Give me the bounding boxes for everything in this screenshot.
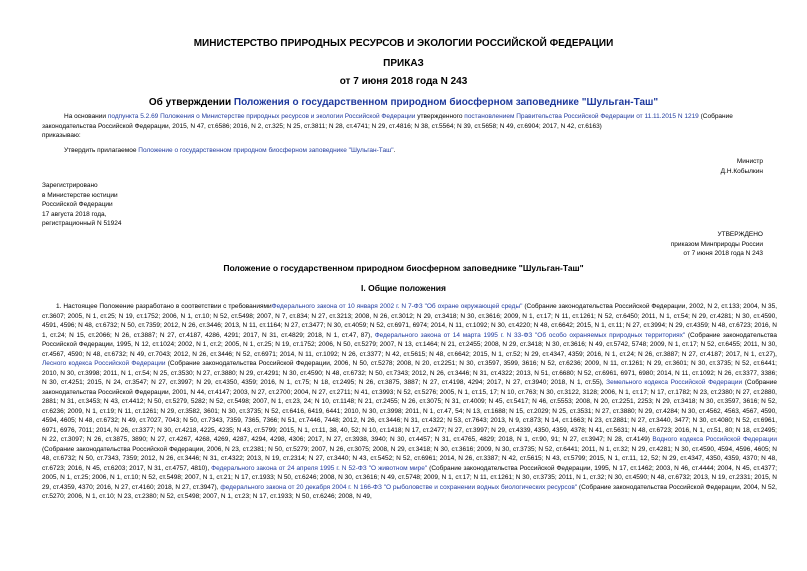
appendix-title: Положение о государственном природном биосферном заповеднике "Шульган-Таш" bbox=[223, 263, 584, 273]
approve-text-1: Утвердить прилагаемое bbox=[64, 147, 139, 154]
registration-line: регистрационный N 51924 bbox=[42, 220, 122, 227]
section-heading: I. Общие положения bbox=[361, 283, 446, 293]
approved-line: от 7 июня 2018 года N 243 bbox=[683, 250, 763, 257]
registration-block bbox=[42, 181, 122, 229]
basis-link-regulation[interactable]: подпункта 5.2.69 Положения о Министерстве природных ресурсов и экологии Российской Федерации bbox=[107, 113, 416, 120]
para-text: (Собрание законодательства Российской Федерации, 1995, N 17, ст.1462; 2003, N 46, ст.4444; 2004, N 45, ст.4377; 2005, N 1, ст.25; 2006, N 1, ст.10; N 52, ст.5498; 2007, N 1, ст.21; N 17, ст.1933; N 50, ст.6246; 2008, N 30, ст.3616; N 49, ст.5748; 2009, N 1, ст.17; N 11, ст.1261; N 30, ст.3735; 2011, N 1, ст.32; N 30, ст.4590; N 48, ст.6732; 2013, N 19, ст.2331; 2015, N 29, ст.4359, 4370; 2016, N 27, ст.4160; 2018, N 27, ст.3947), bbox=[42, 464, 777, 491]
approved-line: УТВЕРЖДЕНО bbox=[717, 231, 763, 238]
basis-text-2: утвержденного bbox=[415, 113, 465, 120]
link-land-code[interactable]: Земельного кодекса Российской Федерации bbox=[606, 379, 743, 386]
link-law-fishery[interactable]: федерального закона от 20 декабря 2004 г. N 166-ФЗ "О рыболовстве и сохранении водных биологических ресурсов" bbox=[220, 483, 578, 491]
para-text: (Собрание законодательства Российской Федерации, 2006, N 23, ст.2381; N 50, ст.5279; 2007, N 26, ст.3075; 2008, N 29, ст.3418; N 30, ст.3616; 2009, N 30, ст.3735; N 52, ст.6441; 2011, N 1, ст.32; N 29, ст.4281; N 30, ст.4590, 4594, 4596, 4605; N 48, ст.6732; N 50, ст.7343, 7359; 2012, N 26, ст.3446; N 31, ст.4322; 2013, N 19, ст.2314; N 27, ст.3440; N 43, ст.5452; N 52, ст.6961; 2014, N 26, ст.3387; N 42, ст.5615; N 43, ст.5799; 2015, N 1, ст.11, 12, 52; N 29, ст.4347, 4350, 4359, 4370; N 48, ст.6723; 2016, N 45, ст.6203; 2017, N 31, ст.4757, 4810), bbox=[42, 445, 777, 472]
doc-title-link[interactable]: Положения о государственном природном биосферном заповеднике "Шульган-Таш" bbox=[233, 97, 659, 108]
registration-line: 17 августа 2018 года, bbox=[42, 210, 107, 218]
link-law-environment[interactable]: Федерального закона от 10 января 2002 г. N 7-ФЗ "Об охране окружающей среды" bbox=[271, 303, 523, 310]
basis-text-3: (Собрание законодательства Российской Федерации, 2015, N 47, ст.6586; 2016, N 2, ст.325; N 25, ст.3811; N 28, ст.4741; N 29, ст.4816; N 38, ст.5564; N 39, ст.5658; N 49, ст.6904; 2017, N 42, ст.6163) bbox=[42, 113, 733, 130]
doc-title-prefix: Об утверждении bbox=[148, 97, 234, 108]
basis-text-1: На основании bbox=[64, 113, 108, 120]
doc-date-number: от 7 июня 2018 года N 243 bbox=[339, 76, 468, 87]
approved-line: приказом Минприроды России bbox=[670, 240, 763, 248]
basis-link-decree[interactable]: постановлением Правительства Российской Федерации от 11.11.2015 N 1219 bbox=[464, 113, 699, 120]
paragraph-1 bbox=[42, 302, 777, 567]
link-water-code[interactable]: Водного кодекса Российской Федерации bbox=[652, 436, 777, 443]
registration-line: Российской Федерации bbox=[42, 201, 113, 208]
basis-order-word: приказываю: bbox=[42, 132, 81, 139]
link-law-animal-world[interactable]: Федерального закона от 24 апреля 1995 г. N 52-ФЗ "О животном мире" bbox=[211, 464, 428, 472]
para-text: (Собрание законодательства Российской Федерации, 2002, N 2, ст.133; 2004, N 35, ст.3607; 2005, N 1, ст.25; N 19, ст.1752; 2006, N 1, ст.10; N 52, ст.5498; 2007, N 7, ст.834; N 27, ст.3213; 2008, N 26, ст.3012; N 29, ст.3418; N 30, ст.3616; 2009, N 1, ст.17; N 11, ст.1261; N 52, ст.6450; 2011, N 1, ст.54; N 29, ст.4281; N 30, ст.4590, 4591, 4596; N 48, ст.6732; N 50, ст.7359; 2012, N 26, ст.3446; 2013, N 11, ст.1164; N 27, ст.3477; N 30, ст.4059; N 52, ст.6971, 6974; 2014, N 11, ст.1092; N 30, ст.4220; N 48, ст.6642; 2015, N 1, ст.11; N 27, ст.3994; N 29, ст.4359; N 48, ст.6723; 2016, N 1, ст.24; N 15, ст.2066; N 26, ст.3887; N 27, ст.4187, 4286, 4291; 2017, N 31, ст.4829; 2018, N 1, ст.47, 87), bbox=[42, 303, 777, 339]
signature-name: Д.Н.Кобылкин bbox=[720, 167, 763, 175]
para-text: 1. Настоящее Положение разработано в соответствии с требованиями bbox=[56, 303, 272, 310]
registration-line: Зарегистрировано bbox=[42, 182, 98, 189]
approve-link[interactable]: Положение о государственном природном биосферном заповеднике "Шульган-Таш" bbox=[138, 147, 394, 154]
link-law-protected-areas[interactable]: Федерального закона от 14 марта 1995 г. N 33-ФЗ "Об особо охраняемых природных территориях" bbox=[374, 331, 686, 339]
para-text: (Собрание законодательства Российской Федерации, 2001, N 44, ст.4147; 2003, N 27, ст.2700; 2004, N 27, ст.2711; N 41, ст.3993; N 52, ст.5276; 2005, N 1, ст.15, 17; N 10, ст.763; N 30, ст.3122, 3128; 2006, N 1, ст.17; N 17, ст.1782; N 23, ст.2380; N 27, ст.2880, 2881; N 31, ст.3453; N 43, ст.4412; N 50, ст.5279, 5282; N 52, ст.5498; 2007, N 1, ст.23, 24; N 10, ст.1148; N 21, ст.2455; N 26, ст.3075; N 31, ст.4009; N 45, ст.5417; N 46, ст.5553; 2008, N 20, ст.2251, 2253; N 29, ст.3418; N 30, ст.3597, 3616; N 52, ст.6236; 2009, N 1, ст.19; N 11, ст.1261; N 29, ст.3582, 3601; N 30, ст.3735; N 52, ст.6416, 6419, 6441; 2010, N 30, ст.3998; 2011, N 1, ст.47, 54; N 13, ст.1688; N 15, ст.2029; N 25, ст.3531; N 27, ст.3880; N 29, ст.4284; N 30, ст.4562, 4563, 4567, 4590, 4594, 4605; N 48, ст.6732; N 49, ст.7027, 7043; N 50, ст.7343, 7359, 7365, 7366; N 51, ст.7446, 7448; 2012, N 26, ст.3446; N 31, ст.4322; N 53, ст.7643; 2013, N 9, ст.873; N 14, ст.1663; N 23, ст.2881; N 27, ст.3440, 3477; N 30, ст.4080; N 52, ст.6961, 6971, 6976, 7011; 2014, N 26, ст.3377; N 30, ст.4218, 4225, 4235; N 43, ст.5799; 2015, N 1, ст.11, 38, 40, 52; N 10, ст.1418; N 17, ст.2477; N 27, ст.3997; N 29, ст.4339, 4350, 4359, 4378; N 41, ст.5631; N 48, ст.6723; 2016, N 1, ст.51, 80; N 18, ст.2495; N 22, ст.3097; N 26, ст.3875, 3890; N 27, ст.4267, 4268, 4269, 4287, 4294, 4298, 4306; 2017, N 27, ст.3938, 3940; N 30, ст.4457; N 31, ст.4765, 4829; 2018, N 1, ст.90, 91; N 27, ст.3947; N 28, ст.4149) bbox=[42, 379, 777, 443]
signature-role: Министр bbox=[736, 158, 763, 165]
approve-paragraph bbox=[64, 146, 777, 156]
para-text: (Собрание законодательства Российской Федерации, 2006, N 50, ст.5278; 2008, N 20, ст.2251; N 30, ст.3597, 3599, 3616; N 52, ст.6236; 2009, N 11, ст.1261; N 29, ст.3601; N 30, ст.3735; N 52, ст.6441; 2010, N 30, ст.3998; 2011, N 1, ст.54; N 25, ст.3530; N 27, ст.3880; N 29, ст.4291; N 30, ст.4590; N 48, ст.6732; N 50, ст.7343; 2012, N 26, ст.3446; N 31, ст.4322; 2013, N 51, ст.6680; N 52, ст.6961, 6971, 6980; 2014, N 11, ст.1092; N 26, ст.3377, 3386; N 30, ст.4251; 2015, N 24, ст.3547; N 27, ст.3997; N 29, ст.4350, 4359; 2016, N 1, ст.75; N 18, ст.2495; N 26, ст.3875, 3887; N 27, ст.4198, 4294; 2017, N 27, ст.3940; 2018, N 1, ст.55), bbox=[42, 360, 777, 386]
link-forest-code[interactable]: Лесного кодекса Российской Федерации bbox=[42, 360, 166, 367]
para-text: (Собрание законодательства Российской Федерации, 2004, N 52, ст.5270; 2006, N 1, ст.10; N 23, ст.2380; N 52, ст.5498; 2007, N 1, ст.23; N 17, ст.1933; N 50, ст.6246; 2008, N 49, bbox=[42, 483, 777, 500]
basis-paragraph bbox=[42, 112, 777, 141]
doc-type-heading: ПРИКАЗ bbox=[383, 58, 424, 69]
ministry-heading: МИНИСТЕРСТВО ПРИРОДНЫХ РЕСУРСОВ И ЭКОЛОГИИ РОССИЙСКОЙ ФЕДЕРАЦИИ bbox=[193, 38, 614, 49]
approve-text-2: . bbox=[393, 147, 396, 154]
approved-block bbox=[671, 230, 763, 259]
registration-line: в Министерстве юстиции bbox=[42, 191, 118, 199]
para-text: (Собрание законодательства Российской Федерации, 1995, N 12, ст.1024; 2002, N 1, ст.2; 2005, N 1, ст.25; N 19, ст.1752; 2006, N 50, ст.5279; 2007, N 13, ст.1464; N 21, ст.2455; 2008, N 29, ст.3418; N 30, ст.3616; N 49, ст.5742, 5748; 2009, N 1, ст.17; N 52, ст.6455; 2011, N 30, ст.4567, 4590; N 48, ст.6732; N 49, ст.7043; 2012, N 26, ст.3446; N 52, ст.6971; 2014, N 11, ст.1092; N 26, ст.3377; N 42, ст.5615; N 48, ст.6642; 2015, N 1, ст.52; N 29, ст.4347, 4359; 2016, N 1, ст.24; N 26, ст.3887; N 27, ст.4187; 2017, N 1, ст.27), bbox=[42, 331, 777, 358]
signature-block bbox=[721, 157, 763, 176]
doc-title bbox=[0, 97, 807, 108]
